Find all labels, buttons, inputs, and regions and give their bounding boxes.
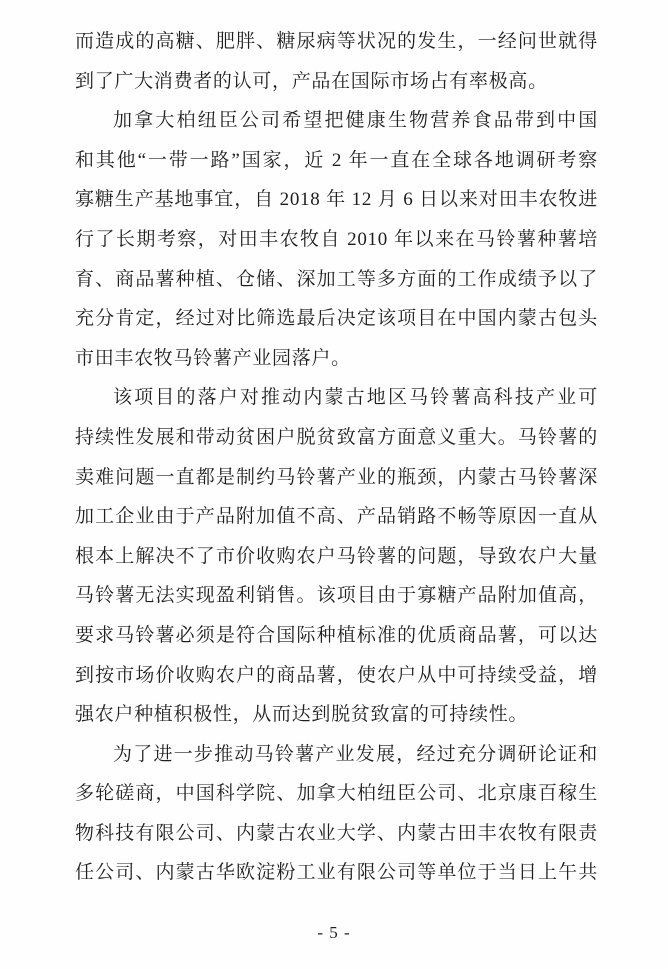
text-line: 行了长期考察，对田丰农牧自 2010 年以来在马铃薯种薯培: [75, 228, 598, 250]
text-line: 任公司、内蒙古华欧淀粉工业有限公司等单位于当日上午共: [75, 862, 598, 884]
text-line: 马铃薯无法实现盈利销售。该项目由于寡糖产品附加值高，: [75, 585, 598, 607]
text-line: 多轮磋商，中国科学院、加拿大柏纽臣公司、北京康百稼生: [75, 783, 598, 805]
text-line: 为了进一步推动马铃薯产业发展，经过充分调研论证和: [113, 743, 598, 765]
text-line: 加拿大柏纽臣公司希望把健康生物营养食品带到中国: [113, 110, 598, 132]
text-line: 寡糖生产基地事宜，自 2018 年 12 月 6 日以来对田丰农牧进: [75, 189, 598, 211]
text-line: 持续性发展和带动贫困户脱贫致富方面意义重大。马铃薯的: [75, 426, 598, 448]
text-line: 而造成的高糖、肥胖、糖尿病等状况的发生，一经问世就得: [75, 31, 598, 52]
text-line: 加工企业由于产品附加值不高、产品销路不畅等原因一直从: [75, 506, 598, 528]
text-line: 到了广大消费者的认可，产品在国际市场占有率极高。: [75, 70, 548, 92]
text-line: 育、商品薯种植、仓储、深加工等多方面的工作成绩予以了: [75, 268, 598, 290]
text-line: 强农户种植积极性，从而达到脱贫致富的可持续性。: [75, 704, 529, 726]
page-number: - 5 -: [317, 923, 351, 943]
text-line: 到按市场价收购农户的商品薯，使农户从中可持续受益，增: [75, 664, 598, 686]
text-line: 根本上解决不了市价收购农户马铃薯的问题，导致农户大量: [75, 545, 598, 567]
text-line: 要求马铃薯必须是符合国际种植标准的优质商品薯，可以达: [75, 624, 598, 646]
text-line: 市田丰农牧马铃薯产业园落户。: [75, 347, 351, 369]
text-line: 充分肯定，经过对比筛选最后决定该项目在中国内蒙古包头: [75, 308, 598, 330]
text-line: 和其他“一带一路”国家，近 2 年一直在全球各地调研考察: [75, 149, 598, 171]
text-line: 物科技有限公司、内蒙古农业大学、内蒙古田丰农牧有限责: [75, 822, 598, 844]
text-line: 该项目的落户对推动内蒙古地区马铃薯高科技产业可: [113, 387, 598, 409]
text-line: 卖难问题一直都是制约马铃薯产业的瓶颈，内蒙古马铃薯深: [75, 466, 598, 488]
